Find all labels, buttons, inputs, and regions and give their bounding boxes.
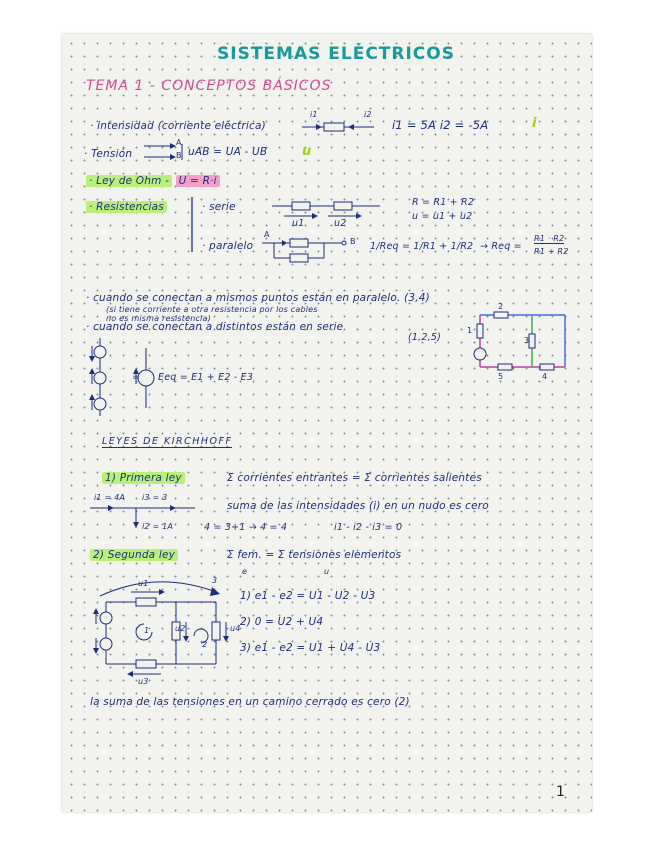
ohm-formula: U = R·i: [176, 175, 220, 187]
segunda-ley-label-text: 2) Segunda ley: [90, 549, 178, 561]
serie-u1: u1: [292, 218, 305, 229]
paralelo-b: B: [350, 237, 356, 246]
loop-eq-2: 2) 0 = U2 + U4: [240, 616, 324, 628]
primera-ley-eq: Σ corrientes entrantes = Σ corrientes salientes: [227, 472, 482, 484]
page-title: SISTEMAS ELÉCTRICOS: [217, 44, 455, 64]
ohm-label-text: · Ley de Ohm -: [86, 175, 172, 187]
note-paralelo-sub2: no es misma resistencia): [106, 314, 211, 323]
primera-ley-label: [102, 472, 185, 484]
node-i2: i2 = 1A: [142, 522, 174, 531]
fem-sources-diagram: [86, 338, 166, 418]
paralelo-a: A: [264, 230, 270, 239]
node-i1: i1 = 4A: [94, 493, 126, 502]
serie-label: · serie: [202, 201, 236, 213]
paralelo-arrow: → Req =: [480, 241, 522, 252]
notebook-page: [62, 34, 592, 812]
node-eq2: i1 - i2 - i3 = 0: [334, 522, 403, 533]
segunda-ley-e: e: [242, 567, 248, 576]
resistencias-label: [86, 201, 167, 213]
note-serie-sub: (1,2,5): [408, 332, 441, 343]
resistencias-label-text: · Resistencias: [86, 201, 167, 213]
circuit-u1: u1: [138, 579, 149, 588]
paralelo-req-numerator: R1 · R2: [534, 234, 565, 243]
paralelo-label: · paralelo: [202, 240, 254, 252]
serie-diagram: [272, 198, 382, 232]
tension-a: A: [176, 138, 182, 147]
loop-eq-1: 1) e1 - e2 = U1 - U2 - U3: [240, 590, 376, 602]
circuit-node-2: 2: [498, 302, 504, 311]
resistencias-brace: [190, 197, 198, 252]
paralelo-eq: 1/Req = 1/R1 + 1/R2: [370, 241, 474, 252]
series-parallel-circuit: [470, 310, 570, 374]
page-number: 1: [556, 784, 565, 800]
fem-equivalent-eq: Eeq = E1 + E2 - E3: [158, 372, 254, 383]
circuit-loop1: 1: [144, 626, 150, 635]
kirchhoff-heading: LEYES DE KIRCHHOFF: [102, 436, 233, 447]
segunda-ley-u: u: [324, 567, 330, 576]
circuit-node-5: 5: [498, 372, 504, 381]
circuit-loop3: 3: [212, 576, 218, 585]
tension-eq: uAB = UA - UB: [188, 146, 268, 158]
tension-b: B: [176, 151, 182, 160]
kirchhoff-conclusion: la suma de las tensiones en un camino cerrado es cero (2): [90, 696, 410, 708]
circuit-u2: u2: [175, 624, 186, 633]
circuit-node-3: 3: [524, 336, 530, 345]
node-i3: i3 = 3: [142, 493, 168, 502]
fem-equals-sign: =: [132, 372, 140, 383]
intensidad-symbol: i: [532, 116, 537, 131]
i1-label: i1: [310, 110, 318, 119]
note-serie: · cuando se conectan a distintos están en serie: [86, 321, 344, 333]
segunda-ley-label: [90, 549, 178, 561]
tension-symbol: u: [302, 144, 312, 159]
circuit-u4: u4: [230, 624, 241, 633]
tension-label: · Tensión: [84, 148, 133, 160]
primera-ley-label-text: 1) Primera ley: [102, 472, 185, 484]
paralelo-req-denominator: R1 + R2: [534, 247, 569, 256]
note-paralelo-sub1: (si tiene corriente a otra resistencia por los cables: [106, 305, 318, 314]
loop-eq-3: 3) e1 - e2 = U1 + U4 - U3: [240, 642, 381, 654]
circuit-u3: u3: [138, 677, 149, 686]
kirchhoff-circuit: [86, 574, 236, 684]
paralelo-diagram: [262, 232, 352, 266]
note-paralelo: · cuando se conectan a mismos puntos están en paralelo. (3,4): [86, 292, 430, 304]
intensidad-values: i1 = 5A i2 = -5A: [392, 118, 489, 132]
serie-eq1: R = R1 + R2: [412, 197, 475, 208]
topic-heading: TEMA 1 - CONCEPTOS BÁSICOS: [86, 78, 332, 94]
circuit-loop2: 2: [202, 640, 208, 649]
circuit-node-1: 1: [467, 326, 473, 335]
node-eq: 4 = 3+1 → 4 = 4: [204, 522, 288, 533]
serie-u2: u2: [334, 218, 347, 229]
serie-eq2: u = u1 + u2: [412, 211, 473, 222]
i2-label: i2: [364, 110, 372, 119]
circuit-node-4: 4: [542, 372, 548, 381]
ohm-label: [86, 175, 220, 187]
intensidad-label: · intensidad (corriente eléctrica): [90, 120, 266, 132]
primera-ley-desc: suma de las intensidades (i) en un nudo es cero: [227, 500, 489, 512]
segunda-ley-eq: Σ fem. = Σ tensiones elementos: [227, 549, 402, 561]
